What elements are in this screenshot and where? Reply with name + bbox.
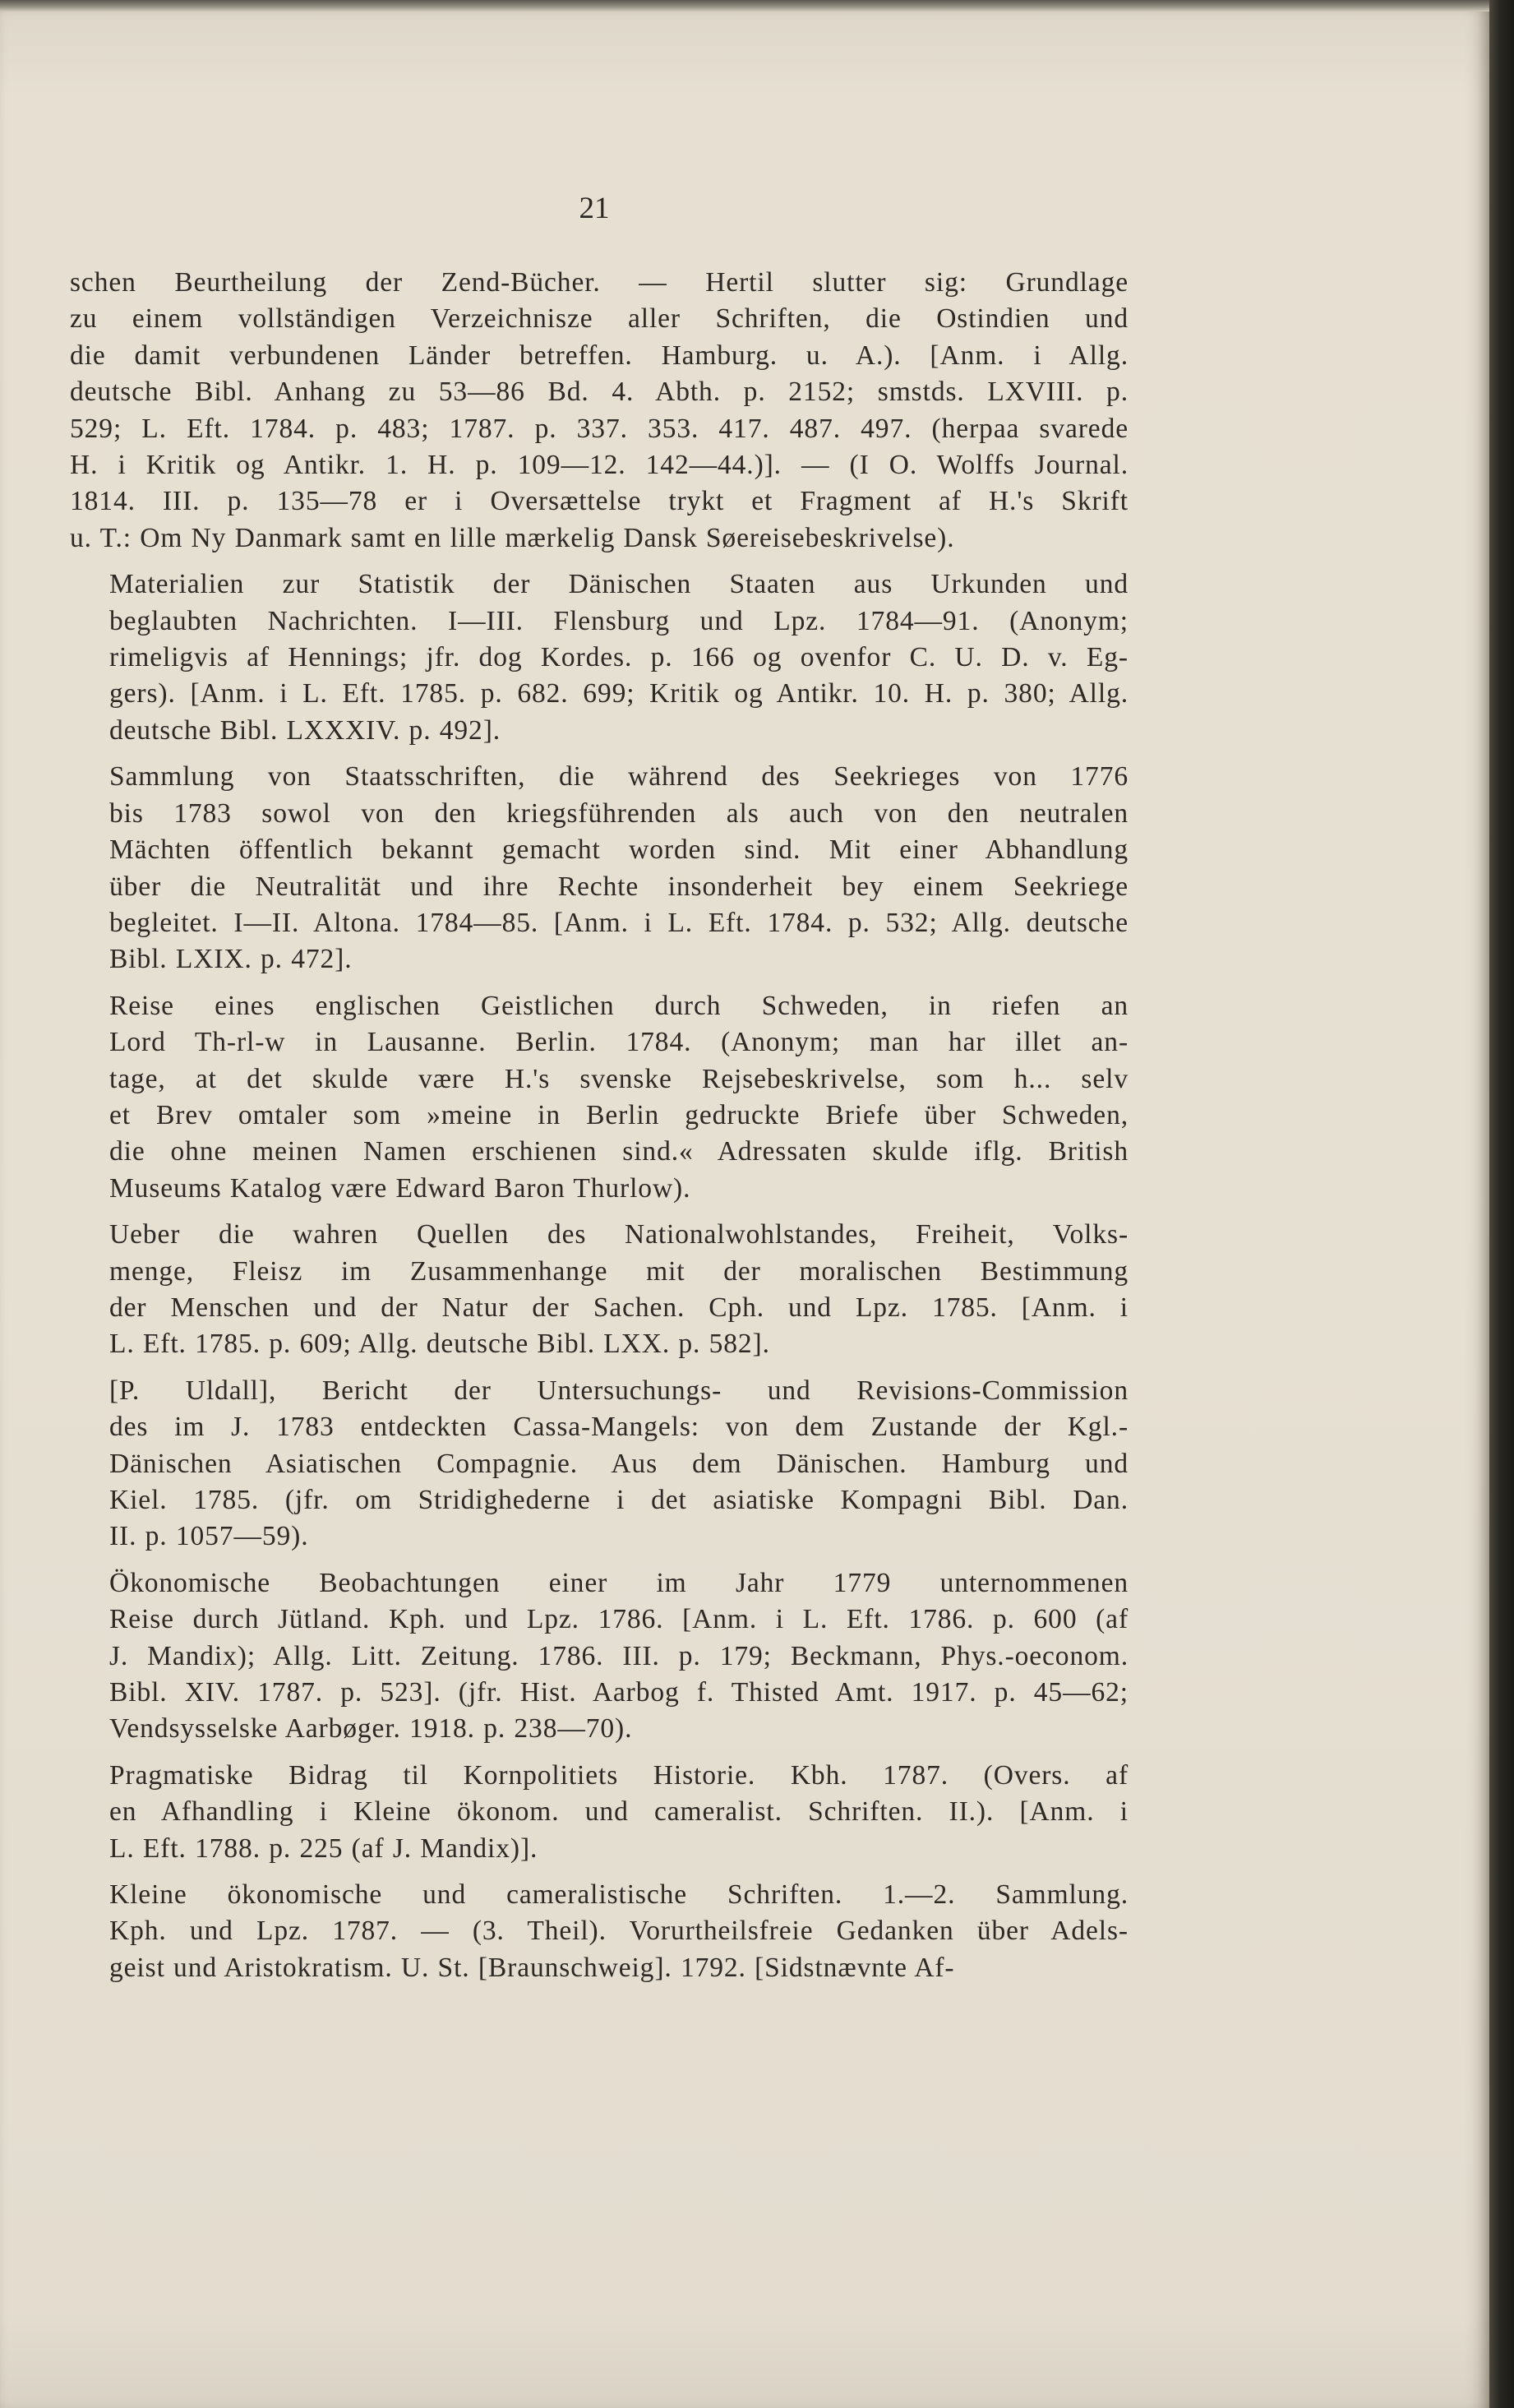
text-line: Kiel. 1785. (jfr. om Stridighederne i det asiatiske Kompagni Bibl. Dan.	[109, 1485, 1129, 1515]
bibliography-entry	[70, 1877, 1129, 1986]
text-line: Vendsysselske Aarbøger. 1918. p. 238—70).	[109, 1713, 633, 1745]
page-top-edge	[0, 0, 1489, 12]
page-number: 21	[579, 192, 610, 225]
text-line: et Brev omtaler som »meine in Berlin gedruckte Briefe über Schweden,	[109, 1099, 1129, 1130]
text-line: Lord Th-rl-w in Lausanne. Berlin. 1784. (Anonym; man har illet an-	[109, 1027, 1129, 1058]
text-line: Sammlung von Staatsschriften, die während des Seekrieges von 1776	[109, 761, 1129, 793]
text-line: II. p. 1057—59).	[109, 1521, 309, 1552]
text-line: J. Mandix); Allg. Litt. Zeitung. 1786. III. p. 179; Beckmann, Phys.-oeconom.	[109, 1640, 1129, 1671]
text-line: bis 1783 sowol von den kriegsführenden als auch von den neutralen	[109, 797, 1129, 829]
text-line: Pragmatiske Bidrag til Kornpolitiets Historie. Kbh. 1787. (Overs. af	[109, 1759, 1129, 1791]
continued-paragraph	[70, 265, 1129, 557]
text-line: Kph. und Lpz. 1787. — (3. Theil). Vorurtheilsfreie Gedanken über Adels-	[109, 1916, 1129, 1947]
text-line: Ökonomische Beobachtungen einer im Jahr 1779 unternommenen	[109, 1567, 1129, 1598]
text-line: tage, at det skulde være H.'s svenske Rejsebeskrivelse, som h... selv	[109, 1063, 1129, 1094]
text-line: Bibl. XIV. 1787. p. 523]. (jfr. Hist. Aarbog f. Thisted Amt. 1917. p. 45—62;	[109, 1677, 1129, 1708]
text-line: Reise durch Jütland. Kph. und Lpz. 1786. [Anm. i L. Eft. 1786. p. 600 (af	[109, 1604, 1129, 1635]
text-line: Kleine ökonomische und cameralistische Schriften. 1.—2. Sammlung.	[109, 1879, 1129, 1911]
text-line: L. Eft. 1785. p. 609; Allg. deutsche Bibl. LXX. p. 582].	[109, 1329, 770, 1360]
text-line: beglaubten Nachrichten. I—III. Flensburg und Lpz. 1784—91. (Anonym;	[109, 605, 1129, 636]
text-line: Museums Katalog være Edward Baron Thurlow).	[109, 1172, 691, 1204]
text-line: menge, Fleisz im Zusammenhange mit der moralischen Bestimmung	[109, 1255, 1129, 1287]
text-line: deutsche Bibl. Anhang zu 53—86 Bd. 4. Abth. p. 2152; smstds. LXVIII. p.	[70, 377, 1129, 408]
text-line: die ohne meinen Namen erschienen sind.« Adressaten skulde iflg. British	[109, 1136, 1129, 1167]
bibliography-entry	[70, 988, 1129, 1207]
text-line: geist und Aristokratism. U. St. [Braunschweig]. 1792. [Sidstnævnte Af-	[109, 1952, 955, 1983]
bibliography-entry	[70, 1758, 1129, 1867]
body-text	[70, 265, 1129, 1996]
text-line: H. i Kritik og Antikr. 1. H. p. 109—12. 142—44.)]. — (I O. Wolffs Journal.	[70, 450, 1129, 481]
text-line: Reise eines englischen Geistlichen durch Schweden, in riefen an	[109, 990, 1129, 1021]
text-line: [P. Uldall], Bericht der Untersuchungs- und Revisions-Commission	[109, 1375, 1129, 1406]
bibliography-entry	[70, 1217, 1129, 1363]
text-line: Ueber die wahren Quellen des Nationalwohlstandes, Freiheit, Volks-	[109, 1219, 1129, 1250]
text-line: 529; L. Eft. 1784. p. 483; 1787. p. 337. 353. 417. 487. 497. (herpaa svarede	[70, 413, 1129, 444]
text-line: L. Eft. 1788. p. 225 (af J. Mandix)].	[109, 1833, 538, 1864]
text-line: Dänischen Asiatischen Compagnie. Aus dem Dänischen. Hamburg und	[109, 1448, 1129, 1479]
text-line: 1814. III. p. 135—78 er i Oversættelse trykt et Fragment af H.'s Skrift	[70, 486, 1129, 517]
text-line: u. T.: Om Ny Danmark samt en lille mærkelig Dansk Søereisebeskrivelse).	[70, 522, 955, 553]
book-spine	[1489, 0, 1514, 2408]
text-line: Bibl. LXIX. p. 472].	[109, 944, 353, 975]
text-line: des im J. 1783 entdeckten Cassa-Mangels: von dem Zustande der Kgl.-	[109, 1412, 1129, 1443]
text-line: die damit verbundenen Länder betreffen. Hamburg. u. A.). [Anm. i Allg.	[70, 340, 1129, 371]
text-line: schen Beurtheilung der Zend-Bücher. — Hertil slutter sig: Grundlage	[70, 267, 1129, 298]
text-line: Materialien zur Statistik der Dänischen Staaten aus Urkunden und	[109, 569, 1129, 600]
text-line: zu einem vollständigen Verzeichnisze aller Schriften, die Ostindien und	[70, 303, 1129, 335]
text-line: der Menschen und der Natur der Sachen. Cph. und Lpz. 1785. [Anm. i	[109, 1292, 1129, 1323]
text-line: en Afhandling i Kleine ökonom. und cameralist. Schriften. II.). [Anm. i	[109, 1796, 1129, 1828]
text-line: gers). [Anm. i L. Eft. 1785. p. 682. 699; Kritik og Antikr. 10. H. p. 380; Allg.	[109, 678, 1129, 709]
bibliography-entry	[70, 759, 1129, 978]
text-line: Mächten öffentlich bekannt gemacht worden sind. Mit einer Abhandlung	[109, 834, 1129, 866]
text-line: rimeligvis af Hennings; jfr. dog Kordes. p. 166 og ovenfor C. U. D. v. Eg-	[109, 642, 1129, 673]
text-line: deutsche Bibl. LXXXIV. p. 492].	[109, 714, 501, 746]
bibliography-entry	[70, 1565, 1129, 1748]
text-line: begleitet. I—II. Altona. 1784—85. [Anm. i L. Eft. 1784. p. 532; Allg. deutsche	[109, 907, 1129, 938]
bibliography-entry	[70, 1373, 1129, 1555]
text-line: über die Neutralität und ihre Rechte insonderheit bey einem Seekriege	[109, 871, 1129, 902]
bibliography-entry	[70, 566, 1129, 749]
